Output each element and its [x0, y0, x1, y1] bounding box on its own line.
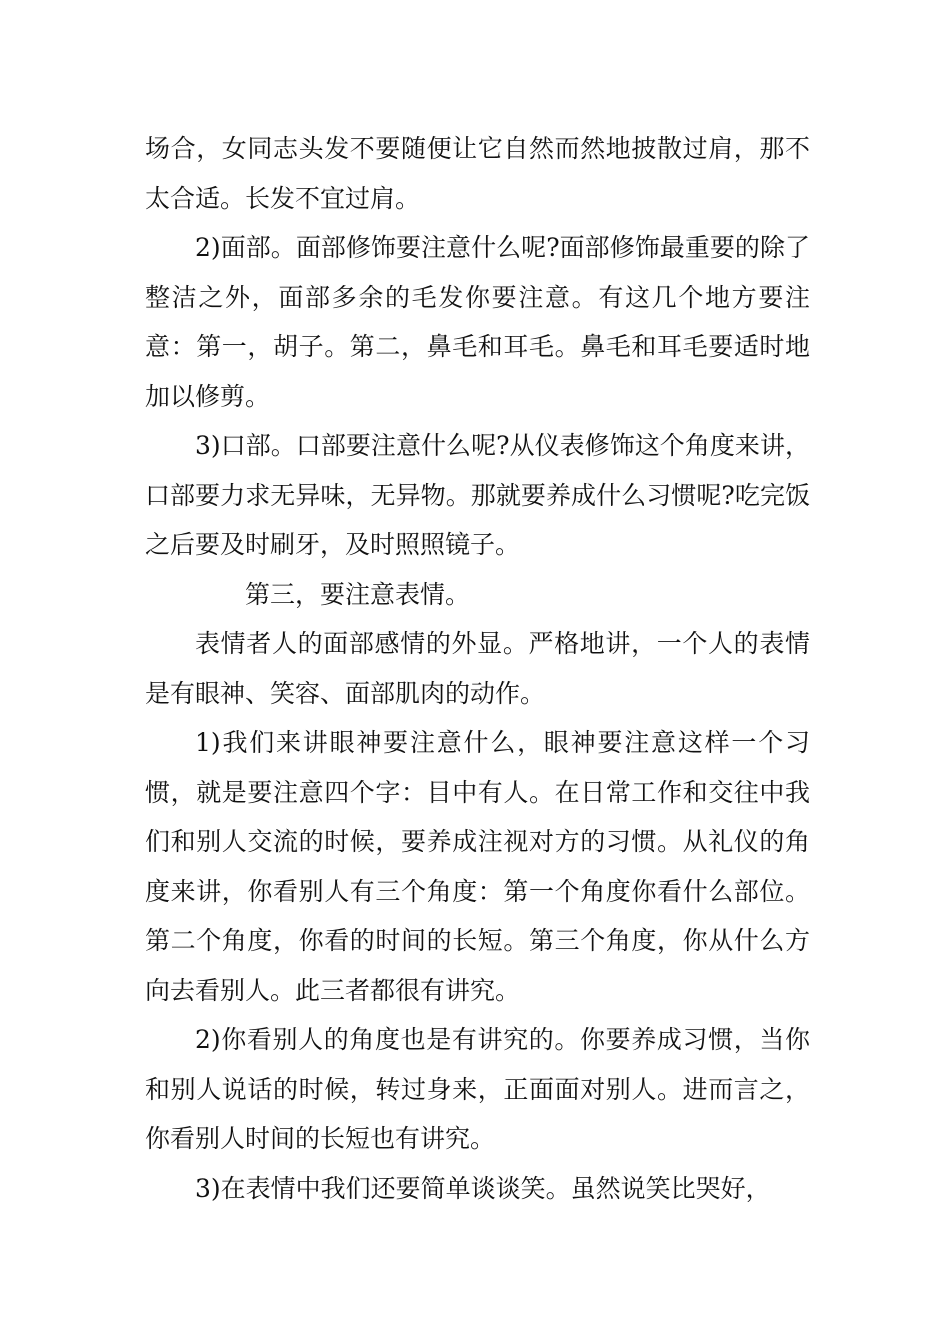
- paragraph-expression-intro: 表情者人的面部感情的外显。严格地讲，一个人的表情是有眼神、笑容、面部肌肉的动作。: [145, 629, 810, 708]
- paragraph-mouth: 3)口部。口部要注意什么呢?从仪表修饰这个角度来讲，口部要力求无异味，无异物。那就要养成什么习惯呢?吃完饭之后要及时刷牙，及时照照镜子。: [145, 431, 810, 559]
- paragraph-face: 2)面部。面部修饰要注意什么呢?面部修饰最重要的除了整洁之外，面部多余的毛发你要注意。有这几个地方要注意：第一，胡子。第二，鼻毛和耳毛。鼻毛和耳毛要适时地加以修剪。: [145, 233, 810, 411]
- section-heading-expression: 第三，要注意表情。: [245, 579, 471, 609]
- paragraph-hair-continued: 场合，女同志头发不要随便让它自然而然地披散过肩，那不太合适。长发不宜过肩。: [145, 134, 810, 213]
- document-page: [145, 124, 810, 1213]
- paragraph-eyes: 1)我们来讲眼神要注意什么，眼神要注意这样一个习惯，就是要注意四个字：目中有人。在日常工作和交往中我们和别人交流的时候，要养成注视对方的习惯。从礼仪的角度来讲，你看别人有三个角度：第一个角度你看什么部位。第二个角度，你看的时间的长短。第三个角度，你从什么方向去看别人。此三者都很有讲究。: [145, 728, 810, 1005]
- paragraph-viewing-angle: 2)你看别人的角度也是有讲究的。你要养成习惯，当你和别人说话的时候，转过身来，正面面对别人。进而言之，你看别人时间的长短也有讲究。: [145, 1025, 810, 1153]
- paragraph-smile: 3)在表情中我们还要简单谈谈笑。虽然说笑比哭好，: [195, 1173, 771, 1203]
